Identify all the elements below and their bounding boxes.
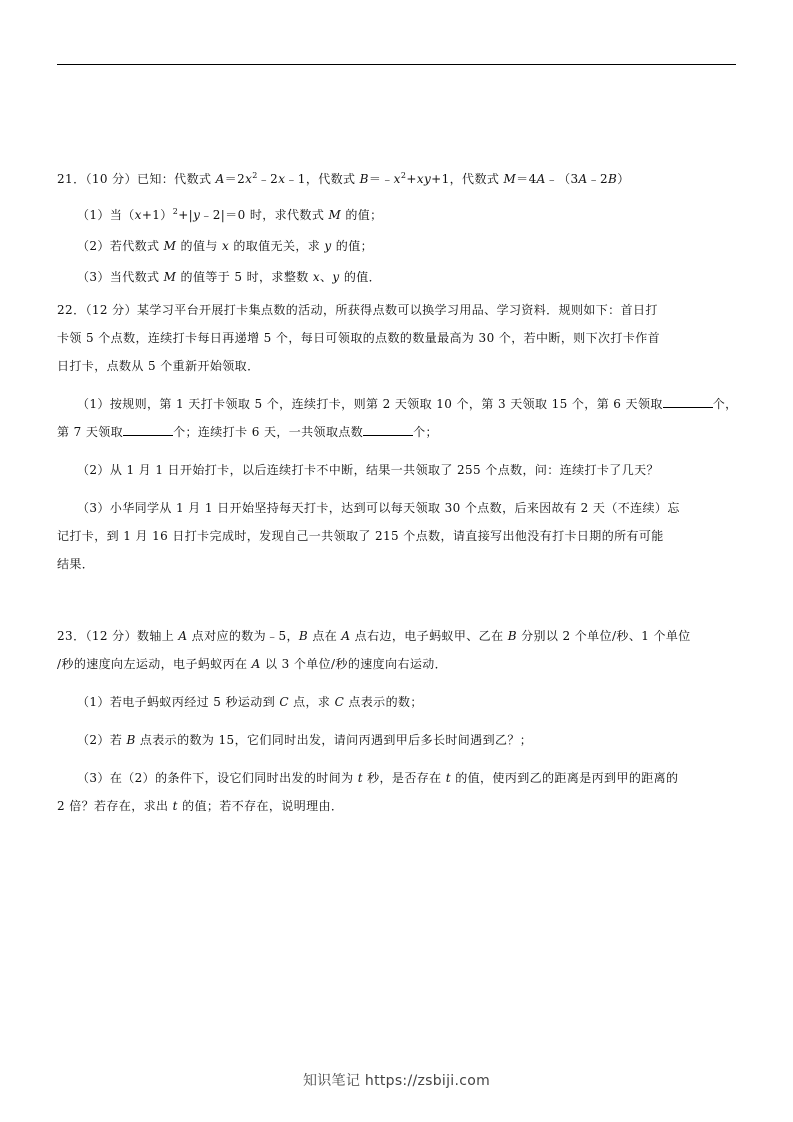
stem-text: 以 3 个单位/秒的速度向右运动． [260, 657, 448, 671]
question-score: （10 分） [85, 172, 137, 186]
math-var: A [341, 629, 351, 643]
math-var: C [279, 695, 289, 709]
part-text: （1）按规则，第 1 天打卡领取 5 个，连续打卡，则第 2 天领取 10 个，第 3 天领取 15 个，第 6 天领取 [77, 397, 663, 411]
question-21-part-2 [57, 237, 738, 254]
part-text: （2）若代数式 [77, 239, 164, 253]
part-text: 的值；若不存在，说明理由． [177, 799, 344, 813]
part-line [57, 418, 738, 446]
stem-text: ＝﹣ [368, 172, 394, 186]
part-text: +| [178, 208, 194, 222]
stem-line: 日打卡，点数从 5 个重新开始领取． [57, 359, 260, 373]
answer-blank[interactable] [363, 422, 413, 436]
math-var: C [334, 695, 345, 709]
math-var: M [163, 270, 177, 284]
answer-blank[interactable] [123, 422, 173, 436]
math-exponent: 2 [252, 171, 258, 180]
question-score: （12 分） [85, 303, 137, 317]
part-text: 个； [413, 425, 438, 439]
part-line: 记打卡，到 1 月 16 日打卡完成时，发现自己一共领取了 215 个点数，请直接写出他没有打卡日期的所有可能 [57, 529, 664, 543]
stem-text: 点在 [308, 629, 342, 643]
math-var: xy [416, 172, 432, 186]
question-22-part-1 [57, 390, 738, 446]
stem-text: ＝4 [516, 172, 537, 186]
math-var: x [312, 270, 321, 284]
question-score: （12 分） [85, 629, 137, 643]
part-line [57, 390, 738, 418]
math-var: x [278, 172, 286, 186]
math-var: B [608, 172, 618, 186]
stem-text: + [406, 172, 417, 186]
stem-text: ﹣（3 [545, 172, 579, 186]
part-text: 的值等于 5 时，求整数 [176, 270, 313, 284]
stem-line [57, 622, 738, 650]
stem-text: 已知：代数式 [136, 172, 216, 186]
math-var: B [507, 629, 517, 643]
part-text: 的值，使丙到乙的距离是丙到甲的距离的 [451, 771, 679, 785]
math-var: B [298, 629, 309, 643]
stem-text: ） [617, 172, 630, 186]
part-text: （3）在（2）的条件下，设它们同时出发的时间为 [77, 771, 358, 785]
math-var: A [536, 172, 546, 186]
math-var: A [215, 172, 225, 186]
question-21-part-3 [57, 268, 738, 285]
stem-text: /秒的速度向左运动，电子蚂蚁丙在 [57, 657, 252, 671]
math-var: y [324, 239, 332, 253]
question-23-part-1 [57, 688, 738, 716]
part-text: 的值． [339, 270, 382, 284]
math-exponent: 2 [172, 207, 179, 216]
math-var: A [578, 172, 588, 186]
math-var: M [163, 239, 177, 253]
math-var: B [359, 172, 369, 186]
part-text: 个；连续打卡 6 天，一共领取点数 [173, 425, 364, 439]
stem-text: 某学习平台开展打卡集点数的活动，所获得点数可以换学习用品、学习资料．规则如下：首日打 [136, 303, 658, 317]
math-var: y [193, 208, 201, 222]
part-text: （3）当代数式 [77, 270, 164, 284]
math-var: x [393, 172, 401, 186]
question-21 [57, 166, 738, 285]
math-var: A [178, 629, 188, 643]
question-21-stem [57, 166, 738, 192]
part-text: 第 7 天领取 [57, 425, 124, 439]
part-text: 个， [712, 397, 738, 411]
math-var: t [172, 799, 178, 813]
stem-line [57, 296, 738, 324]
math-var: y [332, 270, 340, 284]
question-number: 21． [57, 172, 86, 186]
part-text: （1）当（ [77, 208, 135, 222]
question-23 [57, 622, 738, 820]
document-body [57, 166, 738, 820]
math-var: A [251, 657, 261, 671]
part-text: 2 倍？若存在，求出 [57, 799, 173, 813]
stem-line [57, 650, 738, 678]
part-text: 点表示的数； [344, 695, 423, 709]
math-exponent: 2 [400, 171, 407, 180]
question-23-part-3 [57, 764, 738, 820]
part-text: 点表示的数为 15，它们同时出发，请问丙遇到甲后多长时间遇到乙？； [135, 733, 533, 747]
question-21-part-1 [57, 206, 738, 223]
question-22-part-2: （2）从 1 月 1 日开始打卡，以后连续打卡不中断，结果一共领取了 255 个点数，问：连续打卡了几天？ [77, 463, 659, 477]
part-text: 的值； [331, 239, 373, 253]
math-var: B [126, 733, 136, 747]
math-var: t [445, 771, 451, 785]
question-23-part-2 [57, 726, 738, 754]
part-line [57, 792, 738, 820]
stem-text: ﹣2 [587, 172, 609, 186]
part-text: 点，求 [288, 695, 335, 709]
math-var: x [221, 239, 230, 253]
stem-text: 点对应的数为﹣5， [187, 629, 299, 643]
question-number: 22． [57, 303, 86, 317]
math-var: M [503, 172, 517, 186]
part-text: 秒，是否存在 [362, 771, 446, 785]
footer-watermark[interactable]: 知识笔记 https://zsbiji.com [302, 1073, 491, 1089]
question-22-stem [57, 296, 738, 380]
part-text: 的值与 [176, 239, 222, 253]
question-22-part-3 [57, 494, 738, 578]
part-text: 的取值无关，求 [229, 239, 325, 253]
part-text: （1）若电子蚂蚁丙经过 5 秒运动到 [77, 695, 280, 709]
part-text: （2）若 [77, 733, 127, 747]
math-var: x [134, 208, 142, 222]
part-text: +1） [141, 208, 173, 222]
math-var: t [357, 771, 363, 785]
part-text: 、 [320, 270, 333, 284]
question-22 [57, 296, 738, 578]
part-line [57, 764, 738, 792]
stem-text: 点右边，电子蚂蚁甲、乙在 [350, 629, 508, 643]
question-23-stem [57, 622, 738, 678]
stem-line: 卡领 5 个点数，连续打卡每日再递增 5 个，每日可领取的点数的数量最高为 30 个，若中断，则下次打卡作首 [57, 331, 661, 345]
question-number: 23． [57, 629, 86, 643]
part-line: 结果． [57, 557, 95, 571]
stem-text: 数轴上 [136, 629, 179, 643]
part-text: 的值； [341, 208, 383, 222]
answer-blank[interactable] [663, 394, 713, 408]
math-var: M [328, 208, 342, 222]
part-line: （3）小华同学从 1 月 1 日开始坚持每天打卡，达到可以每天领取 30 个点数，后来因故有 2 天（不连续）忘 [77, 501, 680, 515]
stem-text: +1，代数式 [431, 172, 504, 186]
stem-text: ﹣1，代数式 [285, 172, 360, 186]
part-text: ﹣2|＝0 时，求代数式 [200, 208, 329, 222]
stem-text: 分别以 2 个单位/秒、1 个单位 [516, 629, 691, 643]
header-rule [57, 64, 736, 65]
stem-text: ﹣2 [257, 172, 279, 186]
math-var: x [245, 172, 253, 186]
stem-text: ＝2 [224, 172, 246, 186]
